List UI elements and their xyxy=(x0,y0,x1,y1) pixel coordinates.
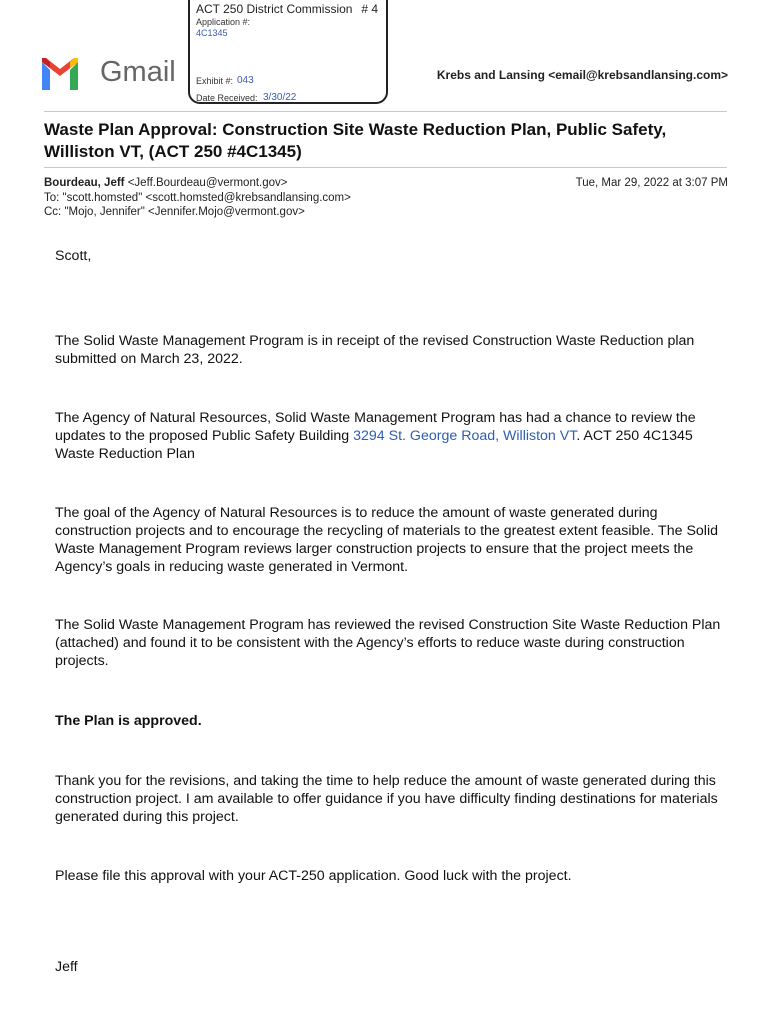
stamp-number: # 4 xyxy=(361,2,378,16)
stamp-application-number: 4C1345 xyxy=(196,28,228,38)
email-from xyxy=(44,177,288,189)
exhibit-stamp xyxy=(188,0,388,104)
paragraph-4: The Solid Waste Management Program has reviewed the revised Construction Site Waste Reduction Plan (attached) and found it to be consistent with the Agency’s efforts to reduce waste during construction projects. xyxy=(55,617,721,669)
email-to: To: "scott.homsted" <scott.homsted@krebsandlansing.com> xyxy=(44,192,351,204)
stamp-date-label: Date Received: xyxy=(196,93,258,103)
stamp-application-label: Application #: xyxy=(196,17,251,27)
approval-statement: The Plan is approved. xyxy=(55,713,202,729)
stamp-exhibit-label: Exhibit #: xyxy=(196,76,234,86)
header-divider xyxy=(44,111,727,112)
signature: Jeff xyxy=(55,959,78,975)
email-subject: Waste Plan Approval: Construction Site Waste Reduction Plan, Public Safety, Williston VT, (ACT 250 #4C1345) xyxy=(44,120,667,161)
stamp-exhibit-number: 043 xyxy=(237,75,254,86)
stamp-date-received: 3/30/22 xyxy=(263,92,297,103)
gmail-logo-icon xyxy=(40,54,80,94)
paragraph-2-text: The Agency of Natural Resources, Solid Waste Management Program has had a chance to review the updates to the proposed Public Safety Building xyxy=(55,410,696,444)
gmail-wordmark: Gmail xyxy=(100,56,176,88)
from-email: <Jeff.Bourdeau@vermont.gov> xyxy=(127,177,288,189)
greeting: Scott, xyxy=(55,248,92,264)
paragraph-3: The goal of the Agency of Natural Resources is to reduce the amount of waste generated during construction projects and to encourage the recycling of materials to the greatest extent feasible. The Solid Waste Management Program reviews larger construction projects to ensure that the project meets the Agency’s goals in reducing waste generated in Vermont. xyxy=(55,505,718,575)
paragraph-2-tail: . ACT 250 4C1345 Waste Reduction Plan xyxy=(55,428,693,462)
paragraph-2 xyxy=(55,409,725,463)
paragraph-1: The Solid Waste Management Program is in receipt of the revised Construction Waste Reduction plan submitted on March 23, 2022. xyxy=(55,333,695,367)
address-link[interactable]: 3294 St. George Road, Williston VT xyxy=(353,428,577,444)
account-address: Krebs and Lansing <email@krebsandlansing.com> xyxy=(436,68,728,82)
from-name: Bourdeau, Jeff xyxy=(44,177,125,189)
stamp-title: ACT 250 District Commission xyxy=(196,2,353,16)
subject-divider xyxy=(44,167,727,168)
email-date: Tue, Mar 29, 2022 at 3:07 PM xyxy=(575,177,728,189)
email-cc: Cc: "Mojo, Jennifer" <Jennifer.Mojo@vermont.gov> xyxy=(44,206,305,218)
paragraph-6: Thank you for the revisions, and taking the time to help reduce the amount of waste generated during this construction project. I am available to offer guidance if you have difficulty finding destinations for materials generated during this project. xyxy=(55,773,718,825)
paragraph-7: Please file this approval with your ACT-250 application. Good luck with the project. xyxy=(55,868,572,884)
